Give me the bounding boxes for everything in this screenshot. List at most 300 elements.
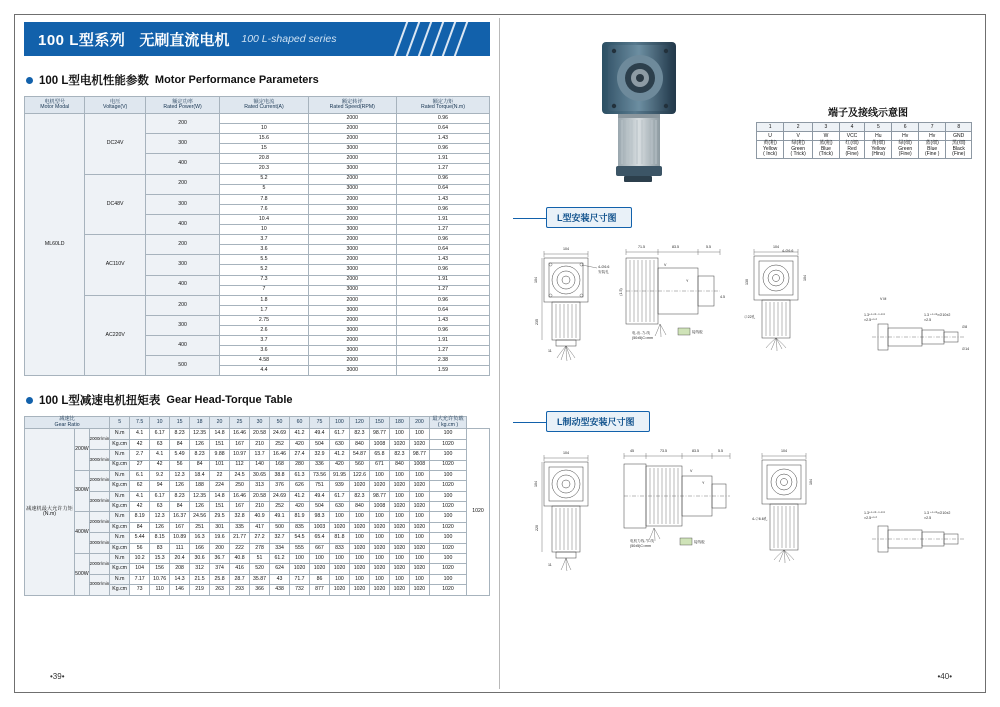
- perf-cell-speed: 3000: [308, 305, 396, 315]
- torque-cell: 56: [170, 460, 190, 470]
- torque-cell: 100: [429, 491, 466, 501]
- svg-text:∅8: ∅8: [962, 325, 968, 329]
- torque-cell: 71.7: [290, 574, 310, 584]
- torque-ratio-header: 120: [349, 417, 369, 429]
- svg-text:×2.5: ×2.5: [924, 318, 932, 322]
- torque-cell: 84: [190, 460, 210, 470]
- perf-cell-speed: 3000: [308, 245, 396, 255]
- svg-text:4-∅6.6: 4-∅6.6: [782, 249, 794, 253]
- torque-cell: 1020: [409, 543, 429, 553]
- perf-cell-current: 5: [220, 184, 308, 194]
- torque-cell: 100: [389, 533, 409, 543]
- torque-cell: 1020: [429, 439, 466, 449]
- perf-cell-speed: 2000: [308, 315, 396, 325]
- terminal-signal-cell: GND: [946, 132, 972, 141]
- torque-ratio-header: 7.5: [130, 417, 150, 429]
- torque-ratio-header: 20: [210, 417, 230, 429]
- torque-speed-label: 2000r/min: [89, 554, 110, 575]
- torque-speed-label: 2000r/min: [89, 429, 110, 450]
- torque-cell: 877: [310, 585, 330, 595]
- torque-cell: 9.88: [210, 450, 230, 460]
- torque-cell: 10.76: [150, 574, 170, 584]
- torque-cell: 41.2: [290, 429, 310, 439]
- terminal-signal-cell: VCC: [839, 132, 865, 141]
- svg-text:104: 104: [773, 245, 779, 249]
- torque-cell: 101: [210, 460, 230, 470]
- torque-cell: 24.69: [270, 491, 290, 501]
- torque-unit-label: Kg.cm: [110, 564, 130, 574]
- torque-cell: 126: [190, 439, 210, 449]
- torque-cell: 420: [290, 439, 310, 449]
- perf-cell-current: 3.6: [220, 245, 308, 255]
- perf-cell-speed: 3000: [308, 346, 396, 356]
- torque-cell: 1020: [429, 522, 466, 532]
- torque-cell: 27.4: [290, 450, 310, 460]
- torque-cell: 42: [130, 439, 150, 449]
- torque-cell: 100: [329, 512, 349, 522]
- torque-cell: 16.46: [230, 491, 250, 501]
- torque-cell: 25.8: [210, 574, 230, 584]
- torque-cell: 40.8: [230, 554, 250, 564]
- torque-cell: 1020: [310, 564, 330, 574]
- torque-cell: 1020: [329, 564, 349, 574]
- torque-ratio-header: 15: [170, 417, 190, 429]
- torque-cell: 1020: [369, 522, 389, 532]
- torque-cell: 1020: [389, 522, 409, 532]
- page-header-banner: [24, 22, 490, 56]
- torque-cell: 41.2: [290, 491, 310, 501]
- terminal-wire-cell: 蓝(粗) Blue (Trick): [813, 141, 840, 159]
- bullet-icon: [26, 397, 33, 404]
- torque-cell: 278: [250, 543, 270, 553]
- torque-cell: 500: [270, 522, 290, 532]
- torque-cell: 100: [389, 512, 409, 522]
- torque-cell: 63: [150, 502, 170, 512]
- torque-cell: 374: [210, 564, 230, 574]
- svg-text:83.5: 83.5: [672, 245, 679, 249]
- perf-cell-speed: 3000: [308, 144, 396, 154]
- svg-text:104: 104: [781, 449, 787, 453]
- svg-text:5.5: 5.5: [706, 245, 711, 249]
- torque-cell: 16.3: [190, 533, 210, 543]
- svg-text:V: V: [690, 469, 693, 473]
- torque-ratio-header: 200: [409, 417, 429, 429]
- perf-cell-power: 200: [145, 295, 219, 315]
- torque-cell: 6.17: [150, 429, 170, 439]
- perf-cell-torque: 0.96: [396, 174, 489, 184]
- torque-table-row: [25, 491, 490, 501]
- terminal-number-cell: 6: [892, 123, 919, 132]
- dimension-drawing-2-svg: [512, 438, 978, 613]
- torque-cell: 188: [190, 481, 210, 491]
- torque-cell: 840: [389, 460, 409, 470]
- dimension-drawing-1: [512, 234, 978, 409]
- torque-speed-label: 3000r/min: [89, 533, 110, 554]
- torque-table-row: [25, 554, 490, 564]
- svg-text:11: 11: [548, 349, 552, 353]
- torque-cell: 420: [329, 460, 349, 470]
- svg-text:Y: Y: [702, 481, 705, 485]
- torque-cell: 1020: [349, 522, 369, 532]
- torque-cell: 18.4: [190, 470, 210, 480]
- torque-max-load-header: 最大允许负载 ( kg.cm ): [429, 417, 466, 429]
- motor-performance-table: [24, 96, 490, 376]
- torque-cell: 81.8: [329, 533, 349, 543]
- perf-cell-speed: 3000: [308, 164, 396, 174]
- perf-cell-voltage: DC48V: [85, 174, 145, 235]
- svg-text:电-出-力-线: 电-出-力-线: [632, 331, 650, 335]
- svg-text:1.3⁺⁰·⁰²⁻⁰·⁰⁰¹: 1.3⁺⁰·⁰²⁻⁰·⁰⁰¹: [864, 313, 885, 317]
- torque-speed-label: 3000r/min: [89, 491, 110, 512]
- torque-cell: 42: [130, 502, 150, 512]
- torque-cell: 100: [409, 429, 429, 439]
- torque-speed-label: 3000r/min: [89, 450, 110, 471]
- perf-cell-current: 5.2: [220, 265, 308, 275]
- torque-cell: 32.9: [310, 450, 330, 460]
- torque-cell: 24.69: [270, 429, 290, 439]
- terminal-wire-cell: 绿(细) Green (Fine): [892, 141, 919, 159]
- motor-photo: [564, 32, 734, 192]
- torque-cell: 1020: [389, 439, 409, 449]
- section-title-torque-en: Gear Head-Torque Table: [166, 394, 293, 407]
- perf-cell-torque: 1.43: [396, 315, 489, 325]
- torque-cell: 250: [230, 481, 250, 491]
- svg-text:104: 104: [809, 479, 813, 485]
- torque-corner-header: 减速比 Gear Ratio: [25, 417, 110, 429]
- torque-cell: 98.77: [409, 450, 429, 460]
- svg-text:5.5: 5.5: [718, 449, 723, 453]
- svg-text:×2.5: ×2.5: [924, 516, 932, 520]
- perf-cell-torque: 0.96: [396, 295, 489, 305]
- torque-ratio-header: 30: [250, 417, 270, 429]
- torque-power-label: 400W: [75, 512, 90, 554]
- svg-text:Y: Y: [686, 279, 689, 283]
- perf-cell-power: 200: [145, 235, 219, 255]
- torque-cell: 1020: [389, 502, 409, 512]
- perf-col-speed: 额定转评 Rated Speed(RPM): [308, 97, 396, 114]
- torque-cell: 1008: [369, 502, 389, 512]
- torque-cell: 167: [230, 502, 250, 512]
- torque-cell: 1020: [349, 564, 369, 574]
- torque-cell: 29.5: [210, 512, 230, 522]
- torque-cell: 100: [369, 574, 389, 584]
- torque-cell: 24.56: [190, 512, 210, 522]
- torque-table-row: [25, 574, 490, 584]
- torque-cell: 12.3: [150, 512, 170, 522]
- torque-cell: 82.3: [349, 429, 369, 439]
- torque-cell: 100: [429, 429, 466, 439]
- torque-cell: 10.97: [230, 450, 250, 460]
- perf-cell-speed: 2000: [308, 214, 396, 224]
- torque-unit-label: N.m: [110, 450, 130, 460]
- torque-cell: 6.1: [130, 470, 150, 480]
- torque-cell: 1020: [290, 564, 310, 574]
- svg-text:220: 220: [535, 525, 539, 531]
- svg-text:接线板: 接线板: [694, 540, 705, 544]
- perf-cell-torque: 1.27: [396, 164, 489, 174]
- torque-cell: 16.46: [230, 429, 250, 439]
- torque-cell: 1020: [409, 439, 429, 449]
- terminal-signal-cell: V: [784, 132, 813, 141]
- torque-cell: 84: [170, 439, 190, 449]
- terminal-number-cell: 7: [918, 123, 945, 132]
- perf-cell-current: 20.8: [220, 154, 308, 164]
- torque-cell: 2.7: [130, 450, 150, 460]
- terminal-wire-cell: 蓝(细) Blue (Fine ): [918, 141, 945, 159]
- perf-table-body: [25, 114, 490, 376]
- torque-cell: 939: [329, 481, 349, 491]
- torque-power-label: 200W: [75, 429, 90, 471]
- perf-cell-speed: 2000: [308, 295, 396, 305]
- section-title-torque-cn: 100 L型减速电机扭矩表: [39, 395, 161, 408]
- perf-cell-torque: 1.27: [396, 285, 489, 295]
- torque-cell: 751: [310, 481, 330, 491]
- torque-cell: 81.9: [290, 512, 310, 522]
- torque-cell: 27.2: [250, 533, 270, 543]
- torque-cell: 100: [369, 512, 389, 522]
- torque-cell: 1020: [389, 543, 409, 553]
- svg-text:235: 235: [535, 319, 539, 325]
- torque-cell: 15.3: [150, 554, 170, 564]
- svg-text:4.5: 4.5: [720, 295, 725, 299]
- torque-cell: 210: [250, 502, 270, 512]
- torque-cell: 126: [190, 502, 210, 512]
- perf-cell-current: 7.8: [220, 194, 308, 204]
- torque-speed-label: 2000r/min: [89, 470, 110, 491]
- terminal-diagram-title: 端子及接线示意图: [828, 108, 908, 119]
- terminal-signal-cell: U: [757, 132, 784, 141]
- torque-cell: 41.2: [329, 450, 349, 460]
- banner-stripes: [370, 22, 490, 56]
- svg-text:104: 104: [563, 451, 569, 455]
- dimension-drawing-2: [512, 438, 978, 613]
- torque-unit-label: Kg.cm: [110, 502, 130, 512]
- torque-cell: 14.3: [170, 574, 190, 584]
- torque-cell: 100: [349, 533, 369, 543]
- torque-cell: 83: [150, 543, 170, 553]
- torque-cell: 32.7: [270, 533, 290, 543]
- perf-table-row: [25, 174, 490, 184]
- torque-cell: 22: [210, 470, 230, 480]
- torque-cell: 671: [369, 460, 389, 470]
- section-title-torque: [26, 392, 490, 408]
- torque-speed-label: 2000r/min: [89, 512, 110, 533]
- torque-cell: 8.23: [170, 491, 190, 501]
- perf-cell-torque: 0.64: [396, 245, 489, 255]
- svg-text:(50±5)C=mm: (50±5)C=mm: [630, 544, 652, 548]
- perf-cell-speed: 2000: [308, 134, 396, 144]
- torque-unit-label: N.m: [110, 533, 130, 543]
- perf-col-voltage: 电压 Voltage(V): [85, 97, 145, 114]
- terminal-wire-cell: 红(细) Red (Fine): [839, 141, 865, 159]
- torque-cell: 1020: [349, 585, 369, 595]
- torque-table-row: [25, 533, 490, 543]
- perf-cell-current: 5.5: [220, 255, 308, 265]
- torque-cell: 100: [389, 470, 409, 480]
- torque-cell: 24.5: [230, 470, 250, 480]
- torque-ratio-header: 100: [329, 417, 349, 429]
- torque-cell: 168: [270, 460, 290, 470]
- torque-cell: 252: [270, 439, 290, 449]
- torque-cell: 366: [250, 585, 270, 595]
- svg-text:V M: V M: [880, 297, 887, 301]
- torque-cell: 1020: [389, 481, 409, 491]
- torque-cell: 91.95: [329, 470, 349, 480]
- perf-cell-speed: 3000: [308, 325, 396, 335]
- torque-cell: 10.2: [130, 554, 150, 564]
- svg-text:V: V: [664, 263, 667, 267]
- dimension-drawing-1-svg: [512, 234, 978, 404]
- torque-cell: 520: [250, 564, 270, 574]
- right-page: [512, 22, 978, 685]
- torque-cell: 4.1: [130, 491, 150, 501]
- torque-cell: 100: [349, 554, 369, 564]
- perf-cell-current: 5.2: [220, 174, 308, 184]
- torque-cell: 100: [409, 533, 429, 543]
- torque-cell: 100: [429, 470, 466, 480]
- torque-cell: 313: [250, 481, 270, 491]
- perf-cell-power: 300: [145, 255, 219, 275]
- torque-cell: 146: [170, 585, 190, 595]
- torque-cell: 10.89: [170, 533, 190, 543]
- torque-cell: 252: [270, 502, 290, 512]
- torque-cell: 293: [230, 585, 250, 595]
- torque-cell: 1020: [429, 502, 466, 512]
- torque-cell: 100: [389, 491, 409, 501]
- terminal-signal-cell: Hv: [918, 132, 945, 141]
- torque-cell: 100: [429, 554, 466, 564]
- torque-cell: 84: [170, 502, 190, 512]
- torque-ratio-header: 75: [310, 417, 330, 429]
- gear-head-torque-table: [24, 416, 490, 595]
- torque-cell: 6.17: [150, 491, 170, 501]
- torque-cell: 222: [230, 543, 250, 553]
- perf-cell-current: 10: [220, 124, 308, 134]
- torque-cell: 1020: [389, 564, 409, 574]
- torque-cell: 1020: [429, 481, 466, 491]
- torque-cell: 100: [409, 491, 429, 501]
- perf-cell-torque: 1.59: [396, 366, 489, 376]
- torque-cell: 335: [230, 522, 250, 532]
- torque-cell: 38.8: [270, 470, 290, 480]
- torque-cell: 624: [270, 564, 290, 574]
- torque-cell: 98.3: [310, 512, 330, 522]
- torque-cell: 73.56: [310, 470, 330, 480]
- torque-cell: 65.8: [369, 450, 389, 460]
- torque-cell: 40.9: [250, 512, 270, 522]
- perf-cell-speed: 3000: [308, 225, 396, 235]
- svg-text:1.3 ⁺⁰·⁰²×∅10±2: 1.3 ⁺⁰·⁰²×∅10±2: [924, 313, 951, 317]
- terminal-wire-row: [757, 141, 972, 159]
- torque-cell: 16.37: [170, 512, 190, 522]
- torque-cell: 1020: [369, 585, 389, 595]
- torque-cell: 49.4: [310, 429, 330, 439]
- torque-cell: 61.3: [290, 470, 310, 480]
- drawing-tab-2-wrap: [512, 411, 978, 432]
- perf-cell-torque: 0.64: [396, 184, 489, 194]
- torque-cell: 1020: [429, 564, 466, 574]
- torque-cell: 100: [409, 574, 429, 584]
- torque-cell: 560: [349, 460, 369, 470]
- perf-col-power: 额定功率 Rated Power(W): [145, 97, 219, 114]
- torque-ratio-header: 5: [110, 417, 130, 429]
- torque-cell: 504: [310, 502, 330, 512]
- perf-cell-model: ML60LD: [25, 114, 85, 376]
- torque-cell: 1020: [409, 522, 429, 532]
- torque-cell: 100: [349, 512, 369, 522]
- torque-cell: 555: [290, 543, 310, 553]
- torque-cell: 112: [230, 460, 250, 470]
- torque-cell: 1020: [429, 543, 466, 553]
- torque-cell: 86: [310, 574, 330, 584]
- torque-cell: 100: [389, 554, 409, 564]
- page-number-left: •39•: [50, 672, 65, 681]
- torque-cell: 420: [290, 502, 310, 512]
- torque-cell: 63: [150, 439, 170, 449]
- terminal-number-cell: 8: [946, 123, 972, 132]
- torque-cell: 140: [250, 460, 270, 470]
- terminal-wire-cell: 绿(粗) Green ( Trick): [784, 141, 813, 159]
- svg-text:73.5: 73.5: [660, 449, 667, 453]
- torque-cell: 19.6: [210, 533, 230, 543]
- perf-cell-speed: 2000: [308, 154, 396, 164]
- perf-cell-torque: 1.91: [396, 154, 489, 164]
- torque-cell: 100: [389, 574, 409, 584]
- perf-cell-torque: 0.64: [396, 124, 489, 134]
- svg-text:104: 104: [803, 275, 807, 281]
- torque-cell: 4.1: [130, 429, 150, 439]
- perf-cell-speed: 3000: [308, 265, 396, 275]
- torque-power-label: 300W: [75, 470, 90, 512]
- svg-text:(1.5): (1.5): [619, 288, 623, 296]
- torque-cell: 5.49: [170, 450, 190, 460]
- perf-cell-torque: 1.43: [396, 194, 489, 204]
- perf-cell-speed: 2000: [308, 356, 396, 366]
- perf-cell-current: 4.58: [220, 356, 308, 366]
- torque-unit-label: Kg.cm: [110, 585, 130, 595]
- perf-cell-speed: 2000: [308, 114, 396, 124]
- svg-text:(50±5)C=mm: (50±5)C=mm: [632, 336, 654, 340]
- section-title-performance: [26, 72, 490, 88]
- torque-cell: 100: [369, 533, 389, 543]
- drawing-tab-1-wrap: [512, 207, 978, 228]
- section-title-performance-cn: 100 L型电机性能参数: [39, 75, 149, 87]
- torque-cell: 12.35: [190, 429, 210, 439]
- torque-cell: 111: [170, 543, 190, 553]
- torque-cell: 100: [329, 574, 349, 584]
- header-title-en: 100 L-shaped series: [241, 33, 337, 45]
- torque-cell: 167: [170, 522, 190, 532]
- torque-cell: 56: [130, 543, 150, 553]
- torque-cell: 334: [270, 543, 290, 553]
- perf-cell-torque: 2.38: [396, 356, 489, 366]
- perf-col-torque: 额定力矩 Rated Torque(N.m): [396, 97, 489, 114]
- torque-cell: 416: [230, 564, 250, 574]
- torque-cell: 1020: [349, 543, 369, 553]
- perf-cell-current: 15.6: [220, 134, 308, 144]
- torque-cell: 1020: [329, 522, 349, 532]
- torque-unit-label: Kg.cm: [110, 543, 130, 553]
- perf-cell-speed: 2000: [308, 174, 396, 184]
- perf-cell-current: 10.4: [220, 214, 308, 224]
- torque-cell: 82.3: [349, 491, 369, 501]
- svg-text:电机力线-节-线: 电机力线-节-线: [630, 539, 654, 543]
- torque-ratio-header: 50: [270, 417, 290, 429]
- torque-unit-label: N.m: [110, 574, 130, 584]
- torque-cell: 100: [369, 554, 389, 564]
- torque-ratio-header: 180: [389, 417, 409, 429]
- torque-cell: 200: [210, 543, 230, 553]
